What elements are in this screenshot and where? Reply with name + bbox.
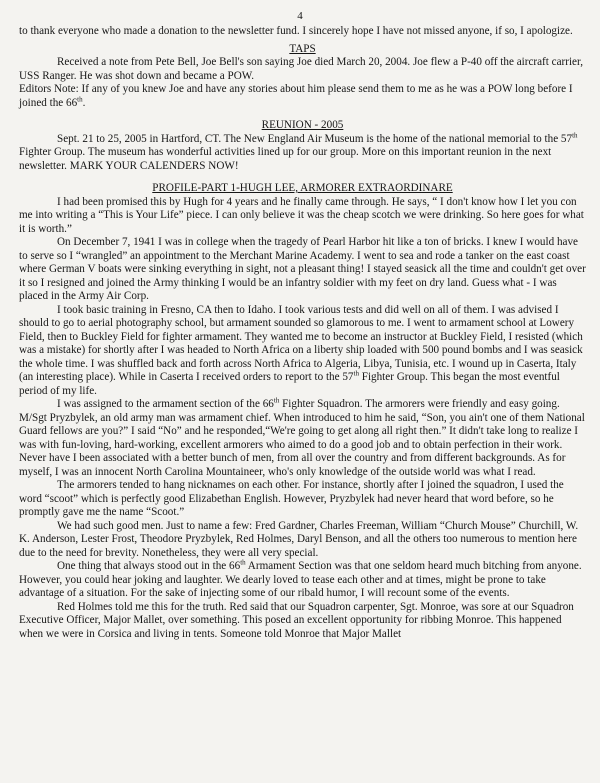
profile-heading: PROFILE-PART 1-HUGH LEE, ARMORER EXTRAORDINARE [152, 182, 453, 194]
taps-heading: TAPS [289, 42, 316, 55]
page-body [19, 25, 586, 641]
profile-paragraph-5: The armorers tended to hang nicknames on each other. For instance, shortly after I joined the squadron, I used the word “scoot” which is perfectly good Elizabethan English. However, Pryzbylek had never heard that word before, so he promptly gave me the name “Scoot.” [19, 479, 564, 518]
editors-note: Editors Note: If any of you knew Joe and have any stories about him please send them to me as he was a POW long before I joined the 66th. [19, 83, 573, 109]
page-number: 4 [297, 10, 303, 22]
profile-paragraph-8: Red Holmes told me this for the truth. Red said that our Squadron carpenter, Sgt. Monroe, was sore at our Squadron Executive Officer, Major Mallet, over something. This posed an excellent opportunity for ribbing Monroe. This happened when we were in Corsica and living in tents. Someone told Monroe that Major Mallet [19, 600, 574, 640]
profile-paragraph-2: On December 7, 1941 I was in college when the tragedy of Pearl Harbor hit like a ton of bricks. I knew I would have to serve so I “wrangled” an appointment to the Merchant Marine Academy. I went to sea and rode a tanker on the east coast where German V boats were sinking everything in sight, not a pleasant thing! I stayed seasick all the time and couldn't get over it so I resigned and joined the Army thinking I would be an infantry soldier with my feet on dry land. Guess what - I was placed in the Army Air Corp. [19, 236, 586, 302]
profile-paragraph-1: I had been promised this by Hugh for 4 years and he finally came through. He says, “ I don't know how I let you con me into writing a “This is Your Life” piece. I can only believe it was the cheap scotch we were drinking. So here goes for what it is worth.” [19, 195, 584, 235]
profile-paragraph-6: We had such good men. Just to name a few: Fred Gardner, Charles Freeman, William “Church Mouse” Churchill, W. K. Anderson, Lester Frost, Theodore Pryzbylek, Red Holmes, Daryl Benson, and all the others too numerous to mention here due to the need for brevity. Nonetheless, they were all very special. [19, 519, 579, 559]
profile-paragraph-3: I took basic training in Fresno, CA then to Idaho. I took various tests and did well on all of them. I was advised I should to go to aerial photography school, but armament sounded so glamorous to me. I went to armament school at Lowery Field, then to Buckley Field for fighter armament. They wanted me to become an instructor at Buckley Field, I resisted (which was a mistake) for shortly after I was headed to North Africa on a liberty ship loaded with 500 pound bombs and I was seasick the whole time. I was shuffled back and forth across North Africa to Algeria, Libya, Tunisia, etc. I wound up in Caserta, Italy (an interesting place). While in Caserta I received orders to report to the 57th Fighter Group. This began the most eventful period of my life. [19, 303, 583, 397]
reunion-paragraph: Sept. 21 to 25, 2005 in Hartford, CT. The New England Air Museum is the home of the national memorial to the 57th Fighter Group. The museum has wonderful activities lined up for our group. More on this important reunion in the next newsletter. MARK YOUR CALENDERS NOW! [19, 130, 578, 172]
intro-paragraph: to thank everyone who made a donation to the newsletter fund. I sincerely hope I have not missed anyone, if so, I apologize. [19, 25, 573, 37]
profile-paragraph-4: I was assigned to the armament section of the 66th Fighter Squadron. The armorers were friendly and easy going. M/Sgt Pryzbylek, an old army man was armament chief. When introduced to him he said, “Son, you ain't one of them National Guard fellows are you?” I said “No” and he responded,“We're going to get along all right then.” It didn't take long to realize I was with fun-loving, hard-working, excellent armorers who aimed to do a good job and to obtain perfection in their work. Never have I been associated with a better bunch of men, from all over the country and from different backgrounds. As for myself, I was an innocent North Carolina Mountaineer, who's only knowledge of the outside world was what I read. [19, 396, 585, 478]
taps-paragraph: Received a note from Pete Bell, Joe Bell's son saying Joe died March 20, 2004. Joe flew a P-40 off the aircraft carrier, USS Ranger. He was shot down and became a POW. [19, 56, 584, 82]
profile-paragraph-7: One thing that always stood out in the 66th Armament Section was that one seldom heard much bitching from anyone. However, you could hear joking and laughter. We dearly loved to tease each other and at times, might be prone to take advantage of a situation. For the sake of injecting some of our ribald humor, I will recount some of the events. [19, 558, 582, 599]
reunion-heading: REUNION - 2005 [261, 119, 344, 131]
